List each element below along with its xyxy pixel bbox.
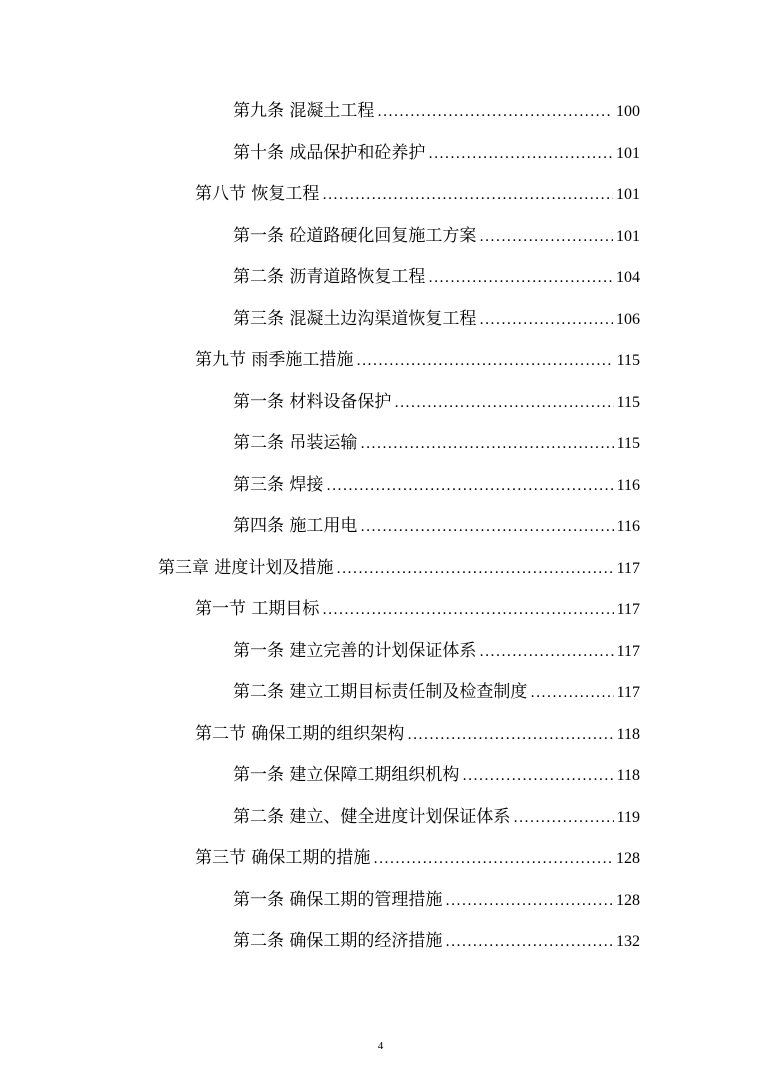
toc-entry[interactable] xyxy=(0,918,761,960)
toc-leader-dots xyxy=(479,312,613,328)
toc-entry-page: 128 xyxy=(616,850,640,868)
toc-entry-label: 第一条 确保工期的管理措施 xyxy=(233,889,443,910)
toc-entry-label: 第三章 进度计划及措施 xyxy=(158,557,334,578)
toc-entry-page: 132 xyxy=(616,933,640,951)
toc-leader-dots xyxy=(445,893,613,909)
toc-entry-label: 第八节 恢复工程 xyxy=(195,184,320,205)
toc-entry[interactable] xyxy=(0,171,761,213)
toc-entry-label: 第三节 确保工期的措施 xyxy=(195,848,371,869)
toc-entry-page: 115 xyxy=(616,393,640,411)
table-of-contents xyxy=(0,88,761,960)
toc-leader-dots xyxy=(336,561,613,577)
toc-entry-label: 第二节 确保工期的组织架构 xyxy=(195,723,405,744)
toc-entry-label: 第一节 工期目标 xyxy=(195,599,320,620)
toc-entry-label: 第二条 确保工期的经济措施 xyxy=(233,931,443,952)
toc-entry-page: 101 xyxy=(616,227,640,245)
toc-leader-dots xyxy=(326,478,613,494)
toc-entry[interactable] xyxy=(0,628,761,670)
toc-entry[interactable] xyxy=(0,752,761,794)
toc-entry[interactable] xyxy=(0,130,761,172)
toc-leader-dots xyxy=(322,602,613,618)
toc-entry[interactable] xyxy=(0,794,761,836)
toc-entry-page: 117 xyxy=(616,559,640,577)
toc-leader-dots xyxy=(394,395,613,411)
toc-entry-page: 128 xyxy=(616,891,640,909)
toc-leader-dots xyxy=(377,104,613,120)
toc-leader-dots xyxy=(530,685,613,701)
toc-entry-page: 100 xyxy=(616,103,640,121)
toc-leader-dots xyxy=(513,810,613,826)
toc-leader-dots xyxy=(360,519,613,535)
toc-entry[interactable] xyxy=(0,379,761,421)
toc-entry-page: 101 xyxy=(616,144,640,162)
toc-entry[interactable] xyxy=(0,296,761,338)
toc-entry-page: 116 xyxy=(616,518,640,536)
toc-entry-page: 101 xyxy=(616,186,640,204)
toc-entry-page: 117 xyxy=(616,642,640,660)
toc-entry-label: 第四条 施工用电 xyxy=(233,516,358,537)
toc-leader-dots xyxy=(360,436,613,452)
toc-entry-label: 第一条 建立完善的计划保证体系 xyxy=(233,640,477,661)
toc-leader-dots xyxy=(428,146,613,162)
toc-entry-page: 119 xyxy=(616,808,640,826)
toc-entry[interactable] xyxy=(0,503,761,545)
toc-entry[interactable] xyxy=(0,669,761,711)
toc-entry[interactable] xyxy=(0,586,761,628)
toc-entry-label: 第九条 混凝土工程 xyxy=(233,101,375,122)
toc-entry-page: 115 xyxy=(616,352,640,370)
toc-leader-dots xyxy=(356,353,613,369)
toc-entry-page: 118 xyxy=(616,767,640,785)
toc-leader-dots xyxy=(445,934,613,950)
toc-leader-dots xyxy=(428,270,613,286)
toc-entry[interactable] xyxy=(0,711,761,753)
toc-entry[interactable] xyxy=(0,462,761,504)
toc-leader-dots xyxy=(479,644,613,660)
toc-entry[interactable] xyxy=(0,254,761,296)
toc-entry[interactable] xyxy=(0,835,761,877)
toc-entry[interactable] xyxy=(0,545,761,587)
toc-entry-label: 第一条 砼道路硬化回复施工方案 xyxy=(233,225,477,246)
toc-entry-label: 第一条 材料设备保护 xyxy=(233,391,392,412)
toc-entry-label: 第二条 建立工期目标责任制及检查制度 xyxy=(233,682,528,703)
toc-leader-dots xyxy=(462,768,613,784)
toc-entry[interactable] xyxy=(0,420,761,462)
toc-entry[interactable] xyxy=(0,88,761,130)
toc-entry[interactable] xyxy=(0,213,761,255)
toc-entry-page: 117 xyxy=(616,684,640,702)
toc-entry-page: 115 xyxy=(616,435,640,453)
toc-entry[interactable] xyxy=(0,337,761,379)
toc-entry-label: 第三条 混凝土边沟渠道恢复工程 xyxy=(233,308,477,329)
toc-entry-page: 104 xyxy=(616,269,640,287)
page-number: 4 xyxy=(377,1040,384,1052)
toc-leader-dots xyxy=(479,229,613,245)
toc-entry-page: 117 xyxy=(616,601,640,619)
toc-entry-page: 118 xyxy=(616,725,640,743)
toc-entry-label: 第二条 沥青道路恢复工程 xyxy=(233,267,426,288)
toc-leader-dots xyxy=(407,727,613,743)
toc-entry-page: 106 xyxy=(616,310,640,328)
toc-entry-label: 第三条 焊接 xyxy=(233,474,324,495)
toc-leader-dots xyxy=(322,187,613,203)
toc-entry-label: 第一条 建立保障工期组织机构 xyxy=(233,765,460,786)
toc-entry-label: 第二条 吊装运输 xyxy=(233,433,358,454)
toc-entry-label: 第九节 雨季施工措施 xyxy=(195,350,354,371)
toc-entry-label: 第二条 建立、健全进度计划保证体系 xyxy=(233,806,511,827)
toc-entry[interactable] xyxy=(0,877,761,919)
toc-leader-dots xyxy=(373,851,613,867)
toc-entry-page: 116 xyxy=(616,476,640,494)
toc-entry-label: 第十条 成品保护和砼养护 xyxy=(233,142,426,163)
